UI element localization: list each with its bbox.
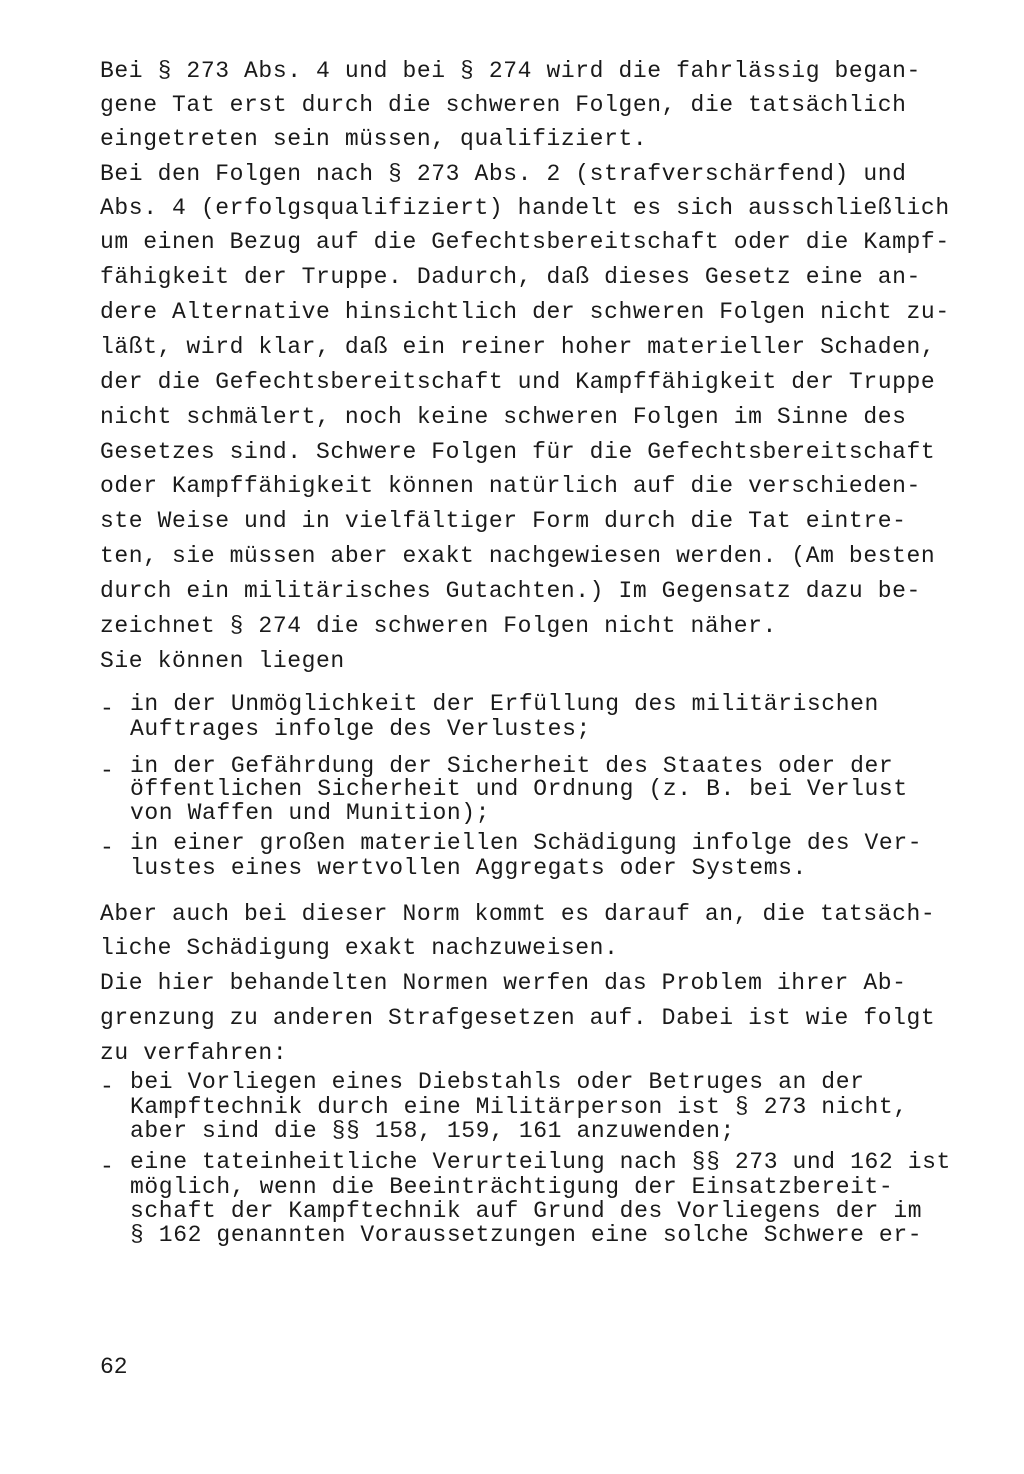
text-line: zeichnet § 274 die schweren Folgen nicht näher.: [100, 613, 777, 639]
list-item-line: in der Gefährdung der Sicherheit des Staates oder der: [130, 753, 894, 779]
text-line: Abs. 4 (erfolgsqualifiziert) handelt es sich ausschließlich: [100, 195, 950, 221]
text-line: läßt, wird klar, daß ein reiner hoher materieller Schaden,: [100, 334, 936, 360]
text-line: grenzung zu anderen Strafgesetzen auf. Dabei ist wie folgt: [100, 1005, 936, 1031]
text-line: Bei § 273 Abs. 4 und bei § 274 wird die fahrlässig began-: [100, 58, 921, 84]
list-bullet: -: [100, 835, 114, 861]
list-item-line: von Waffen und Munition);: [130, 800, 491, 826]
page-number: 62: [100, 1354, 128, 1380]
list-bullet: -: [100, 1074, 114, 1100]
list-item-line: Auftrages infolge des Verlustes;: [130, 716, 591, 742]
list-item-line: schaft der Kampftechnik auf Grund des Vorliegens der im: [130, 1198, 923, 1224]
list-item-line: Kampftechnik durch eine Militärperson ist § 273 nicht,: [130, 1094, 908, 1120]
list-bullet: -: [100, 1154, 114, 1180]
text-line: zu verfahren:: [100, 1040, 288, 1066]
text-line: Bei den Folgen nach § 273 Abs. 2 (strafverschärfend) und: [100, 161, 907, 187]
list-bullet: -: [100, 758, 114, 784]
text-line: Aber auch bei dieser Norm kommt es darauf an, die tatsäch-: [100, 901, 936, 927]
text-line: eingetreten sein müssen, qualifiziert.: [100, 126, 648, 152]
list-item-line: aber sind die §§ 158, 159, 161 anzuwenden;: [130, 1118, 735, 1144]
text-line: liche Schädigung exakt nachzuweisen.: [100, 935, 619, 961]
text-line: Gesetzes sind. Schwere Folgen für die Gefechtsbereitschaft: [100, 439, 936, 465]
text-line: gene Tat erst durch die schweren Folgen, die tatsächlich: [100, 92, 907, 118]
list-item-line: bei Vorliegen eines Diebstahls oder Betruges an der: [130, 1069, 865, 1095]
text-line: fähigkeit der Truppe. Dadurch, daß dieses Gesetz eine an-: [100, 264, 921, 290]
text-line: um einen Bezug auf die Gefechtsbereitschaft oder die Kampf-: [100, 229, 950, 255]
text-line: oder Kampffähigkeit können natürlich auf die verschieden-: [100, 473, 921, 499]
text-line: Sie können liegen: [100, 648, 345, 674]
list-item-line: öffentlichen Sicherheit und Ordnung (z. B. bei Verlust: [130, 776, 908, 802]
list-item-line: eine tateinheitliche Verurteilung nach §§ 273 und 162 ist: [130, 1149, 951, 1175]
text-line: ten, sie müssen aber exakt nachgewiesen werden. (Am besten: [100, 543, 936, 569]
text-line: ste Weise und in vielfältiger Form durch die Tat eintre-: [100, 508, 907, 534]
text-line: nicht schmälert, noch keine schweren Folgen im Sinne des: [100, 404, 907, 430]
text-line: Die hier behandelten Normen werfen das Problem ihrer Ab-: [100, 970, 907, 996]
text-line: durch ein militärisches Gutachten.) Im Gegensatz dazu be-: [100, 578, 921, 604]
list-item-line: lustes eines wertvollen Aggregats oder Systems.: [130, 855, 807, 881]
list-bullet: -: [100, 696, 114, 722]
text-line: dere Alternative hinsichtlich der schweren Folgen nicht zu-: [100, 299, 950, 325]
list-item-line: in der Unmöglichkeit der Erfüllung des militärischen: [130, 691, 879, 717]
list-item-line: § 162 genannten Voraussetzungen eine solche Schwere er-: [130, 1222, 923, 1248]
list-item-line: in einer großen materiellen Schädigung infolge des Ver-: [130, 830, 923, 856]
list-item-line: möglich, wenn die Beeinträchtigung der Einsatzbereit-: [130, 1174, 894, 1200]
text-line: der die Gefechtsbereitschaft und Kampffähigkeit der Truppe: [100, 369, 936, 395]
